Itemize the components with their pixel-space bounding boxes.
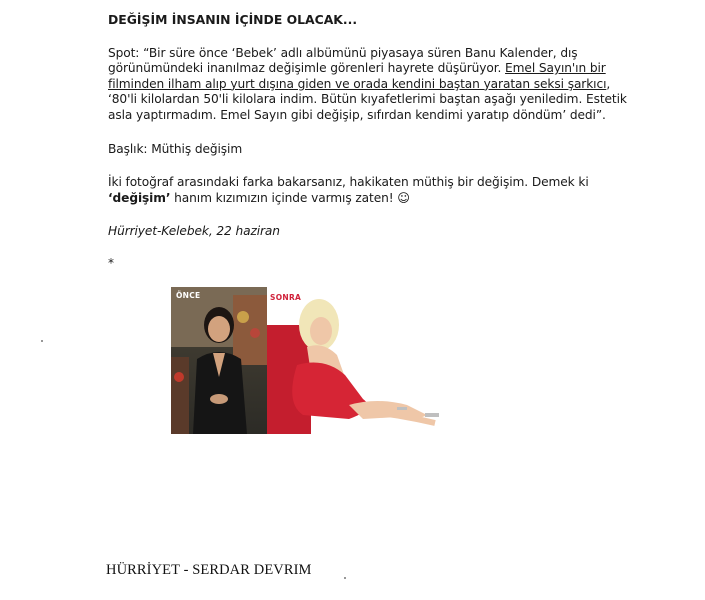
after-photo [267,287,447,434]
spot-paragraph [108,46,628,124]
before-photo-illustration [171,287,267,434]
spot-underlined-text: Emel Sayın'ın bir filminden ilham alıp yurt dışına giden ve orada kendini baştan yaratan seksi şarkıcı [108,61,607,91]
body-paragraph [108,175,628,206]
footer-credit: HÜRRİYET - SERDAR DEVRIM [106,562,312,578]
before-photo [171,287,267,434]
scan-speck [344,577,346,579]
spot-text-end: , ‘80'li kilolardan 50'li kilolara indim. Bütün kıyafetlerimi baştan aşağı yeniledim. Estetik asla yaptırmadım. Emel Sayın gibi değişip, sıfırdan kendimi yaratıp döndüm’ dedi”. [108,76,627,122]
scan-speck [41,340,43,342]
article-content [108,12,628,272]
body-bold-word: ‘değişim’ [108,190,171,205]
article-title: DEĞİŞİM İNSANIN İÇİNDE OLACAK... [108,12,358,27]
after-photo-illustration [267,287,447,434]
body-text-start: İki fotoğraf arasındaki farka bakarsanız, hakikaten müthiş bir değişim. Demek ki [108,175,589,190]
after-label: SONRA [270,293,302,302]
before-label: ÖNCE [176,291,201,300]
body-text-end: hanım kızımızın içinde varmış zaten! ☺ [170,190,410,205]
separator-asterisk: * [108,255,114,270]
spot-text-start: Spot: “Bir süre önce ‘Bebek’ adlı albümünü piyasaya süren Banu Kalender, dış görünümündeki inanılmaz değişimle görenleri hayrete düşürüyor. [108,45,578,76]
before-after-photo [171,287,447,434]
source-line: Hürriyet-Kelebek, 22 haziran [108,224,280,239]
heading-line: Başlık: Müthiş değişim [108,141,243,156]
